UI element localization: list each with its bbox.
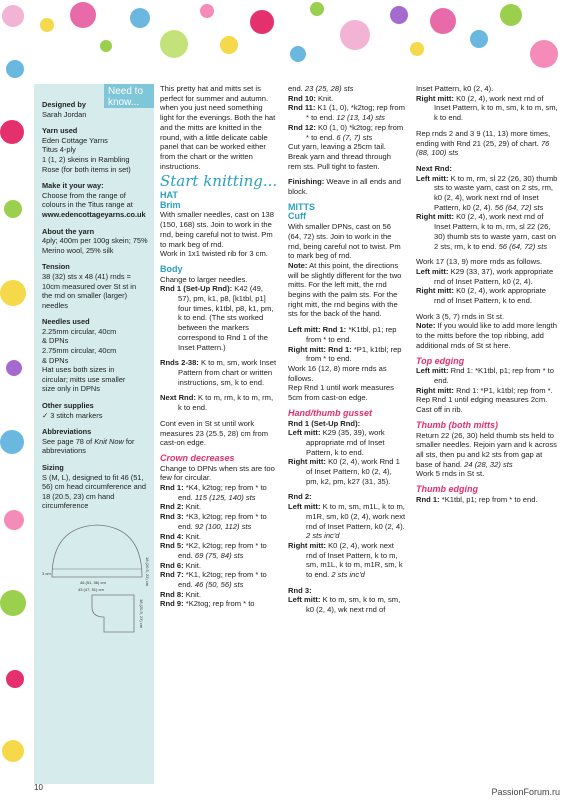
designer-name: Sarah Jordan bbox=[42, 109, 87, 119]
needles-line: Hat uses both sizes in bbox=[42, 365, 115, 375]
yarn-website-link[interactable]: www.edencottageyarns.co.uk bbox=[42, 209, 146, 219]
tension-text: 38 (32) sts x 48 (41) rnds = 10cm measured over St st in the rnd on smaller (larger) needles bbox=[42, 271, 137, 310]
yarn-used-heading: Yarn used bbox=[42, 126, 78, 136]
needles-line: & DPNs bbox=[42, 355, 69, 365]
thumb-edging-heading: Thumb edging bbox=[416, 484, 478, 495]
mitt-height-label: 18 (20.5, 23) cm bbox=[139, 598, 144, 629]
tension-heading: Tension bbox=[42, 262, 70, 272]
mitt-shape bbox=[92, 595, 134, 632]
yarn-line: Eden Cottage Yarns bbox=[42, 135, 108, 145]
yarn-line: Titus 4-ply bbox=[42, 145, 76, 155]
hat-height-label: 18 (20.5, 22) cm bbox=[145, 556, 150, 587]
yarn-line: Rose (for both items in set) bbox=[42, 164, 131, 174]
pattern-column-1: This pretty hat and mitts set is perfect for summer and autumn. when you just need something light for the evenings. Both the hat and the mitts are knitted in the round, with a little delicate cable panel that can be worked either from the chart or the written instructions. Start knitting... HAT Brim With smaller needles, cast on 138 (150, 168) sts. Join to work in the rnd, being careful not to twist. Pm to mark beg of rnd. Work in 1x1 twisted rib for 3 cm. Body Change to larger needles. Rnd 1 (Set-Up Rnd): K42 (49, 57), pm, k1, p8, [k1tbl, p1] four times, k1tbl, p8, k1, pm, k to end. (The sts worked between the markers correspond to Rnd 1 of the Inset Pattern.) Rnds 2-38: K to m, sm, work Inset Pattern from chart or written instructions, sm, k to end. Next Rnd: K to m, rm, k to m, rm, k to end. Cont even in St st until work measures 23 (25.5, 28) cm from cast-on edge. Crown decreases Change to DPNs when sts are too few for circular. Rnd 1: *K4, k2tog; rep from * to end. 115 (125, 140) sts Rnd 2: Knit. Rnd 3: *K3, k2tog; rep from * to end. 92 (100, 112) sts Rnd 4: Knit. Rnd 5: *K2, k2tog; rep from * to end. 69 (75, 84) sts Rnd 6: Knit. Rnd 7: *K1, k2tog; rep from * to end. 46 (50, 56) sts Rnd 8: Knit. Rnd 9: *K2tog; rep from * to bbox=[160, 84, 278, 609]
pattern-column-2: end. 23 (25, 28) sts Rnd 10: Knit. Rnd 11: K1 (1, 0), *k2tog; rep from * to end. 12 (13, 14) sts Rnd 12: K0 (1, 0) *k2tog; rep from * to end. 6 (7, 7) sts Cut yarn, leaving a 25cm tail. Break yarn and thread through rem sts. Pull tight to fasten. Finishing: Weave in all ends and block. MITTS Cuff With smaller DPNs, cast on 56 (64, 72) sts. Join to work in the rnd, being careful not to twist. Pm to mark beg of rnd. Note: At this point, the directions will be slightly different for the two mitts. For the left mitt, the rnd begins with the palm sts. For the right mitt, the rnd begins with the sts for the back of the hand. Left mitt: Rnd 1: *K1tbl, p1; rep from * to end. Right mitt: Rnd 1: *P1, k1tbl; rep from * to end. Work 16 (12, 8) more rnds as follows. Rep Rnd 1 until work measures 5cm from cast-on edge. Hand/thumb gusset Rnd 1 (Set-Up Rnd): Left mitt: K29 (35, 39), work appropriate rnd of Inset Pattern, k to end. Right mitt: K0 (2, 4), work Rnd 1 of Inset Pattern, k0 (2, 4), pm, k2, pm, k27 (31, 35). Rnd 2: Left mitt: K to m, sm, m1L, k to m, m1R, sm, k0 (2, 4), work next rnd of Inset Pattern, k0 (2, 4). 2 sts inc'd Right mitt: K0 (2, 4), work next rnd of Inset Pattern, k to m, sm, m1L, k to m, m1R, sm, k to end. 2 sts inc'd Rnd 3: Left mitt: K to m, sm, k to m, sm, k0 (2, 4), wk next rnd of bbox=[288, 84, 406, 615]
size-diagram bbox=[42, 517, 152, 637]
mitts-heading: MITTS bbox=[288, 201, 315, 212]
sizing-text: S (M, L), designed to fit 46 (51, 56) cm head circumference and 18 (20.5, 23) cm hand circumference bbox=[42, 472, 146, 511]
thumb-both-mitts-heading: Thumb (both mitts) bbox=[416, 419, 498, 430]
about-yarn-text: 4ply; 400m per 100g skein; 75% Merino wool, 25% silk bbox=[42, 236, 148, 255]
hat-width-label: 46 (51, 56) cm bbox=[80, 579, 106, 585]
about-yarn-heading: About the yarn bbox=[42, 226, 95, 236]
cuff-heading: Cuff bbox=[288, 211, 306, 222]
body-heading: Body bbox=[160, 263, 183, 274]
needles-line: size only in DPNs bbox=[42, 384, 100, 394]
page-number: 10 bbox=[34, 783, 43, 792]
hat-heading: HAT bbox=[160, 190, 178, 201]
pattern-column-3: Inset Pattern, k0 (2, 4). Right mitt: K0 (2, 4), work next rnd of Inset Pattern, k to m, sm, k to m, sm, k to end. Rep rnds 2 and 3 9 (11, 13) more times, ending with Rnd 21 (25, 29) of chart. 76 (88, 100) sts Next Rnd: Left mitt: K to m, rm, sl 22 (26, 30) thumb sts to waste yarn, cast on 2 sts, rm, k0 (2, 4), work next rnd of Inset Pattern, k0 (2, 4). 56 (64, 72) sts Right mitt: K0 (2, 4), work next rnd of Inset Pattern, k to m, rm, sl 22 (26, 30) thumb sts to waste yarn, cast on 2 sts, rm, k to end. 56 (64, 72) sts Work 17 (13, 9) more rnds as follows. Left mitt: K29 (33, 37), work appropriate rnd of Inset Pattern, k0 (2, 4). Right mitt: K0 (2, 4), work appropriate rnd of Inset Pattern, k to end. Work 3 (5, 7) rnds in St st. Note: If you would like to add more length to the mitts before the top ribbing, add additional rnds of St st here. Top edging Left mitt: Rnd 1: *K1tbl, p1; rep from * to end. Right mitt: Rnd 1: *P1, k1tbl; rep from *. Rep Rnd 1 until edging measures 2cm. Cast off in rib. Thumb (both mitts) Return 22 (26, 30) held thumb sts held to smaller needles. Rejoin yarn and k across all sts, then pu and k2 sts from gap at base of hand. 24 (28, 32) sts Work 5 rnds in St st. Thumb edging Rnd 1: *K1tbl, p1; rep from * to end. bbox=[416, 84, 558, 504]
abbreviations-text: See page 78 of Knit Now for abbreviations bbox=[42, 436, 135, 456]
other-supplies-heading: Other supplies bbox=[42, 401, 94, 411]
yarn-line: 1 (1, 2) skeins in Rambling bbox=[42, 154, 130, 164]
sizing-heading: Sizing bbox=[42, 463, 64, 472]
abbreviations-heading: Abbreviations bbox=[42, 427, 92, 437]
brim-label: 3 cm bbox=[42, 570, 51, 576]
make-it-your-way-text: Choose from the range of colours in the Titus range at bbox=[42, 190, 133, 210]
needles-line: 2.25mm circular, 40cm bbox=[42, 326, 117, 336]
make-it-your-way-heading: Make it your way: bbox=[42, 181, 104, 191]
watermark: PassionForum.ru bbox=[491, 787, 560, 797]
hand-thumb-gusset-heading: Hand/thumb gusset bbox=[288, 407, 373, 418]
needles-line: & DPNs bbox=[42, 336, 69, 346]
designed-by-heading: Designed by bbox=[42, 100, 86, 109]
brim-heading: Brim bbox=[160, 199, 181, 210]
start-knitting-heading: Start knitting... bbox=[160, 172, 278, 191]
other-supplies-text: ✓ 3 stitch markers bbox=[42, 410, 103, 420]
pattern-page bbox=[34, 84, 566, 800]
hat-width-label: 43 (47, 51) cm bbox=[78, 586, 104, 592]
need-to-know-sidebar bbox=[34, 84, 154, 784]
needles-line: 2.75mm circular, 40cm bbox=[42, 346, 117, 356]
need-to-know-label: Need to know... bbox=[104, 84, 154, 108]
crown-decreases-heading: Crown decreases bbox=[160, 452, 235, 463]
top-edging-heading: Top edging bbox=[416, 355, 465, 366]
needles-heading: Needles used bbox=[42, 317, 90, 327]
needles-line: circular; mitts use smaller bbox=[42, 374, 126, 384]
